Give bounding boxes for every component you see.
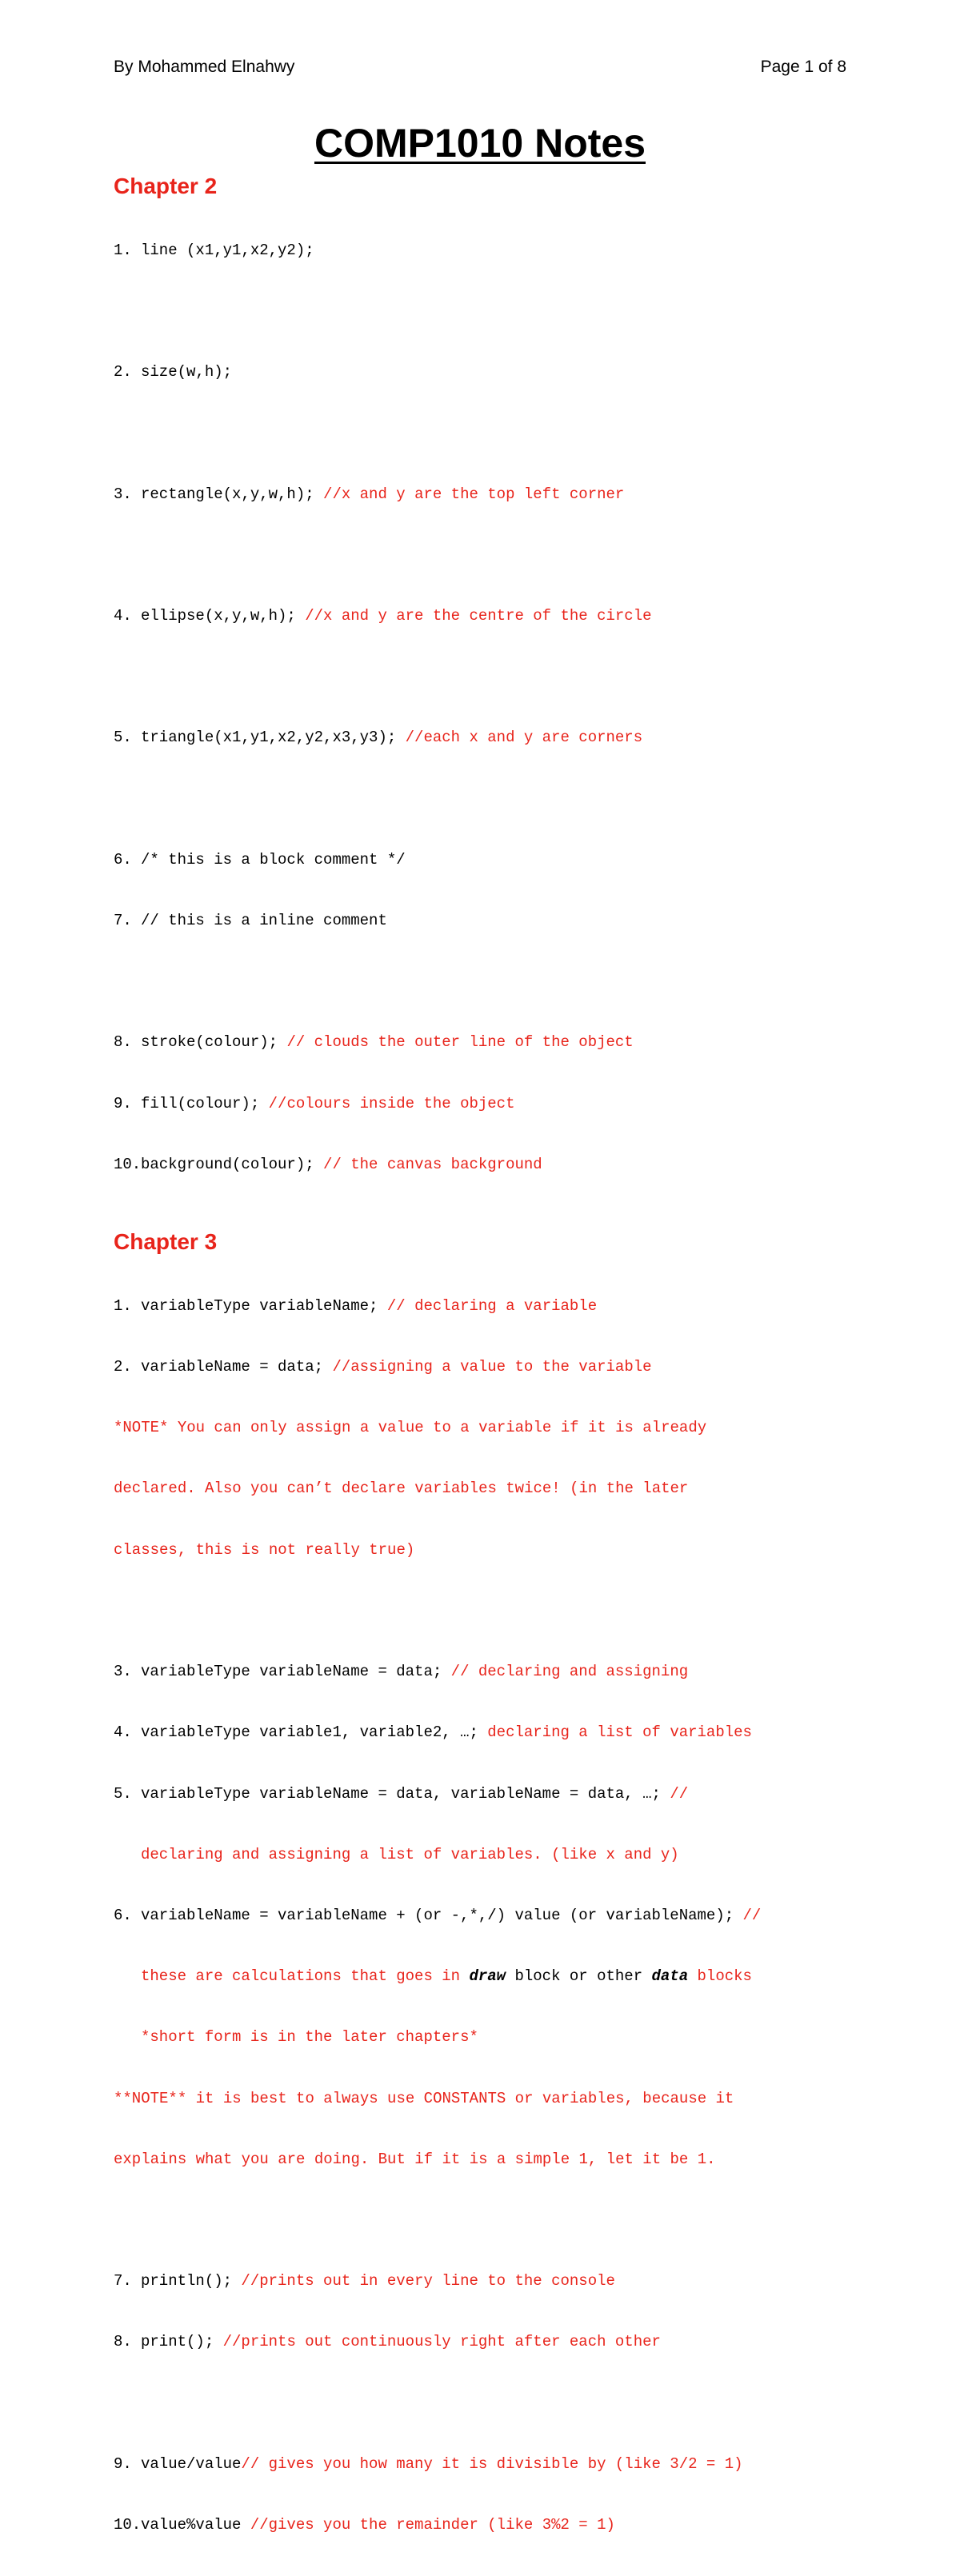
list-item: 7. println(); //prints out in every line to the console (114, 2272, 615, 2290)
list-item-continuation: declaring and assigning a list of variables. (like x and y) (141, 1845, 679, 1863)
list-item: 2. variableName = data; //assigning a value to the variable (114, 1358, 652, 1376)
note-line: declared. Also you can’t declare variables twice! (in the later (114, 1480, 689, 1498)
list-item: 5. triangle(x1,y1,x2,y2,x3,y3); //each x and y are corners (114, 729, 643, 747)
list-item: 5. variableType variableName = data, variableName = data, …; // (114, 1784, 689, 1803)
note-line: classes, this is not really true) (114, 1540, 415, 1559)
list-item: 6. variableName = variableName + (or -,*,/) value (or variableName); // (114, 1906, 762, 1924)
page-number: Page 1 of 8 (760, 58, 846, 76)
note-line: **NOTE** it is best to always use CONSTANTS or variables, because it (114, 2089, 734, 2107)
note-line: explains what you are doing. But if it is a simple 1, let it be 1. (114, 2150, 716, 2168)
document-title: COMP1010 Notes (314, 121, 646, 166)
list-item: 3. variableType variableName = data; // declaring and assigning (114, 1663, 689, 1681)
list-item: 9. fill(colour); //colours inside the object (114, 1094, 515, 1112)
list-item: 6. /* this is a block comment */ (114, 850, 406, 869)
author-name: By Mohammed Elnahwy (114, 58, 295, 76)
list-item: 3. rectangle(x,y,w,h); //x and y are the top left corner (114, 485, 625, 503)
list-item-continuation: these are calculations that goes in draw block or other data blocks (141, 1967, 752, 1986)
list-item: 1. line (x1,y1,x2,y2); (114, 241, 314, 259)
list-item: 4. ellipse(x,y,w,h); //x and y are the centre of the circle (114, 607, 652, 625)
list-item: 1. variableType variableName; // declaring a variable (114, 1296, 598, 1315)
chapter-3-heading: Chapter 3 (114, 1229, 218, 1255)
chapter-2-list (114, 200, 850, 1216)
list-item: 7. // this is a inline comment (114, 912, 387, 930)
list-item: 8. print(); //prints out continuously right after each other (114, 2333, 661, 2351)
list-item-continuation: *short form is in the later chapters* (141, 2028, 478, 2047)
chapter-3-list (114, 1256, 850, 2576)
list-item: 4. variableType variable1, variable2, …; declaring a list of variables (114, 1723, 752, 1742)
list-item: 10.background(colour); // the canvas background (114, 1155, 542, 1173)
notes-content (114, 173, 850, 2576)
chapter-2-heading: Chapter 2 (114, 174, 218, 198)
page-header (114, 58, 846, 77)
note-line: *NOTE* You can only assign a value to a variable if it is already (114, 1419, 707, 1437)
list-item: 8. stroke(colour); // clouds the outer line of the object (114, 1033, 634, 1052)
list-item: 9. value/value// gives you how many it is divisible by (like 3/2 = 1) (114, 2454, 743, 2473)
list-item: 10.value%value //gives you the remainder (like 3%2 = 1) (114, 2515, 615, 2534)
list-item: 2. size(w,h); (114, 363, 233, 381)
